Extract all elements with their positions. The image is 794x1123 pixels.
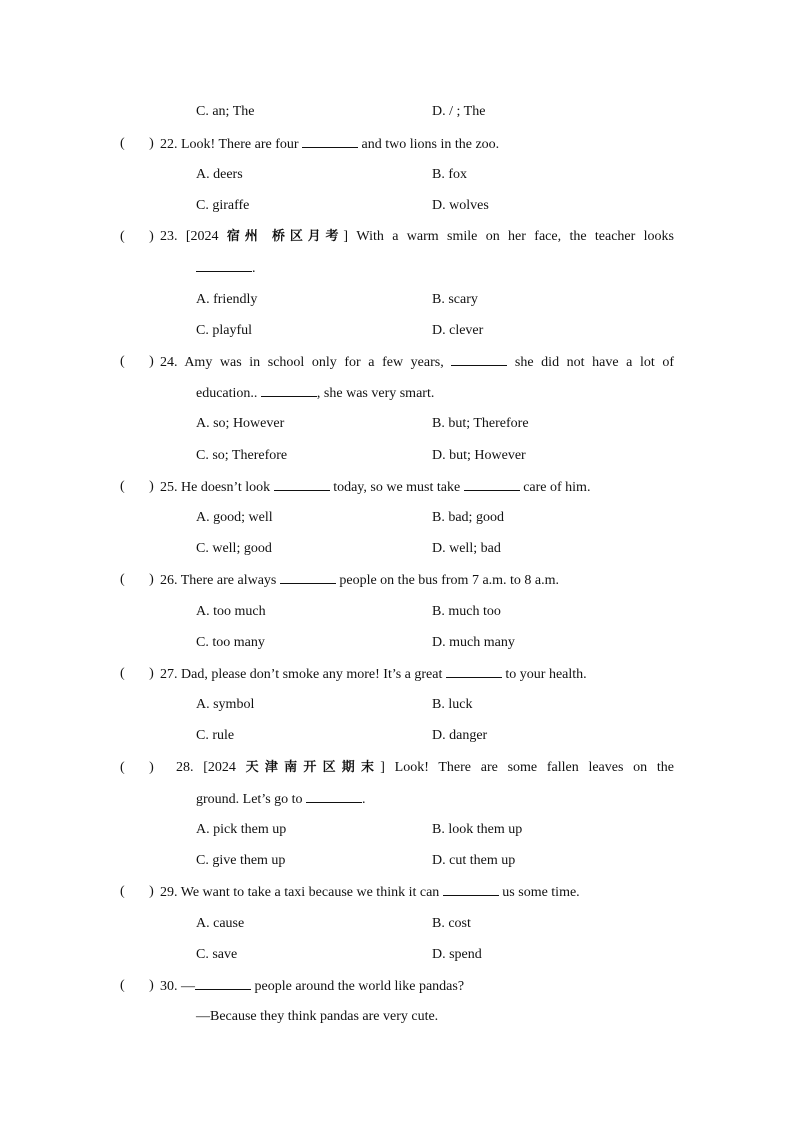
option-a: A. good; well — [196, 510, 273, 525]
option-d: D. / ; The — [432, 104, 486, 119]
option-d: D. danger — [432, 728, 488, 743]
answer-blank[interactable] — [195, 977, 251, 990]
option-c: C. so; Therefore — [196, 448, 288, 463]
answer-blank[interactable] — [446, 665, 502, 678]
question-22: 22. Look! There are four and two lions in the zoo. — [160, 137, 500, 152]
option-b: B. cost — [432, 916, 471, 931]
question-24-line2: education.. , she was very smart. — [196, 386, 435, 401]
option-a: A. pick them up — [196, 822, 287, 837]
question-24: 24. Amy was in school only for a few years, she did not have a lot of — [160, 355, 674, 370]
question-23: 23. [2024 宿州 桥区月考] With a warm smile on her face, the teacher looks — [160, 229, 675, 244]
option-d: D. clever — [432, 323, 484, 338]
answer-blank[interactable] — [261, 384, 317, 397]
option-c: C. give them up — [196, 853, 286, 868]
answer-blank[interactable] — [280, 571, 336, 584]
question-23-line2: . — [196, 259, 256, 278]
option-a: A. so; However — [196, 416, 285, 431]
option-c: C. too many — [196, 635, 265, 650]
question-28: 28. [2024 天津南开区期末] Look! There are some fallen leaves on the — [176, 760, 674, 775]
answer-bracket[interactable]: ( ) — [120, 978, 154, 993]
answer-bracket[interactable]: ( ) — [120, 354, 154, 369]
option-b: B. much too — [432, 604, 501, 619]
answer-bracket[interactable]: ( ) — [120, 479, 154, 494]
answer-blank[interactable] — [306, 790, 362, 803]
option-b: B. scary — [432, 292, 478, 307]
option-a: A. symbol — [196, 697, 255, 712]
source-tag: 天津南开区期末 — [245, 760, 381, 775]
option-b: B. look them up — [432, 822, 523, 837]
option-c: C. giraffe — [196, 198, 250, 213]
option-c: C. well; good — [196, 541, 272, 556]
answer-blank[interactable] — [451, 353, 507, 366]
question-28-line2: ground. Let’s go to . — [196, 792, 366, 807]
question-30-response: —Because they think pandas are very cute. — [196, 1009, 439, 1024]
option-c: C. an; The — [196, 104, 255, 119]
option-a: A. deers — [196, 167, 243, 182]
option-a: A. too much — [196, 604, 266, 619]
option-c: C. save — [196, 947, 238, 962]
answer-bracket[interactable]: ( ) — [120, 229, 154, 244]
option-b: B. bad; good — [432, 510, 504, 525]
answer-blank[interactable] — [443, 883, 499, 896]
option-d: D. spend — [432, 947, 482, 962]
option-a: A. friendly — [196, 292, 258, 307]
answer-blank[interactable] — [274, 478, 330, 491]
option-b: B. but; Therefore — [432, 416, 529, 431]
option-d: D. cut them up — [432, 853, 516, 868]
answer-blank[interactable] — [196, 259, 252, 272]
option-d: D. much many — [432, 635, 515, 650]
option-d: D. but; However — [432, 448, 526, 463]
question-29: 29. We want to take a taxi because we think it can us some time. — [160, 885, 580, 900]
answer-bracket[interactable]: ( ) — [120, 760, 154, 775]
source-tag: 宿州 桥区月考 — [226, 229, 344, 244]
answer-blank[interactable] — [464, 478, 520, 491]
question-30: 30. — people around the world like pandas? — [160, 979, 465, 994]
question-25: 25. He doesn’t look today, so we must take care of him. — [160, 480, 591, 495]
question-26: 26. There are always people on the bus from 7 a.m. to 8 a.m. — [160, 573, 560, 588]
answer-bracket[interactable]: ( ) — [120, 572, 154, 587]
answer-bracket[interactable]: ( ) — [120, 884, 154, 899]
option-a: A. cause — [196, 916, 245, 931]
option-b: B. fox — [432, 167, 467, 182]
answer-blank[interactable] — [302, 135, 358, 148]
option-c: C. playful — [196, 323, 252, 338]
option-d: D. well; bad — [432, 541, 501, 556]
answer-bracket[interactable]: ( ) — [120, 666, 154, 681]
answer-bracket[interactable]: ( ) — [120, 136, 154, 151]
option-d: D. wolves — [432, 198, 489, 213]
option-c: C. rule — [196, 728, 235, 743]
option-b: B. luck — [432, 697, 473, 712]
question-27: 27. Dad, please don’t smoke any more! It’s a great to your health. — [160, 667, 587, 682]
